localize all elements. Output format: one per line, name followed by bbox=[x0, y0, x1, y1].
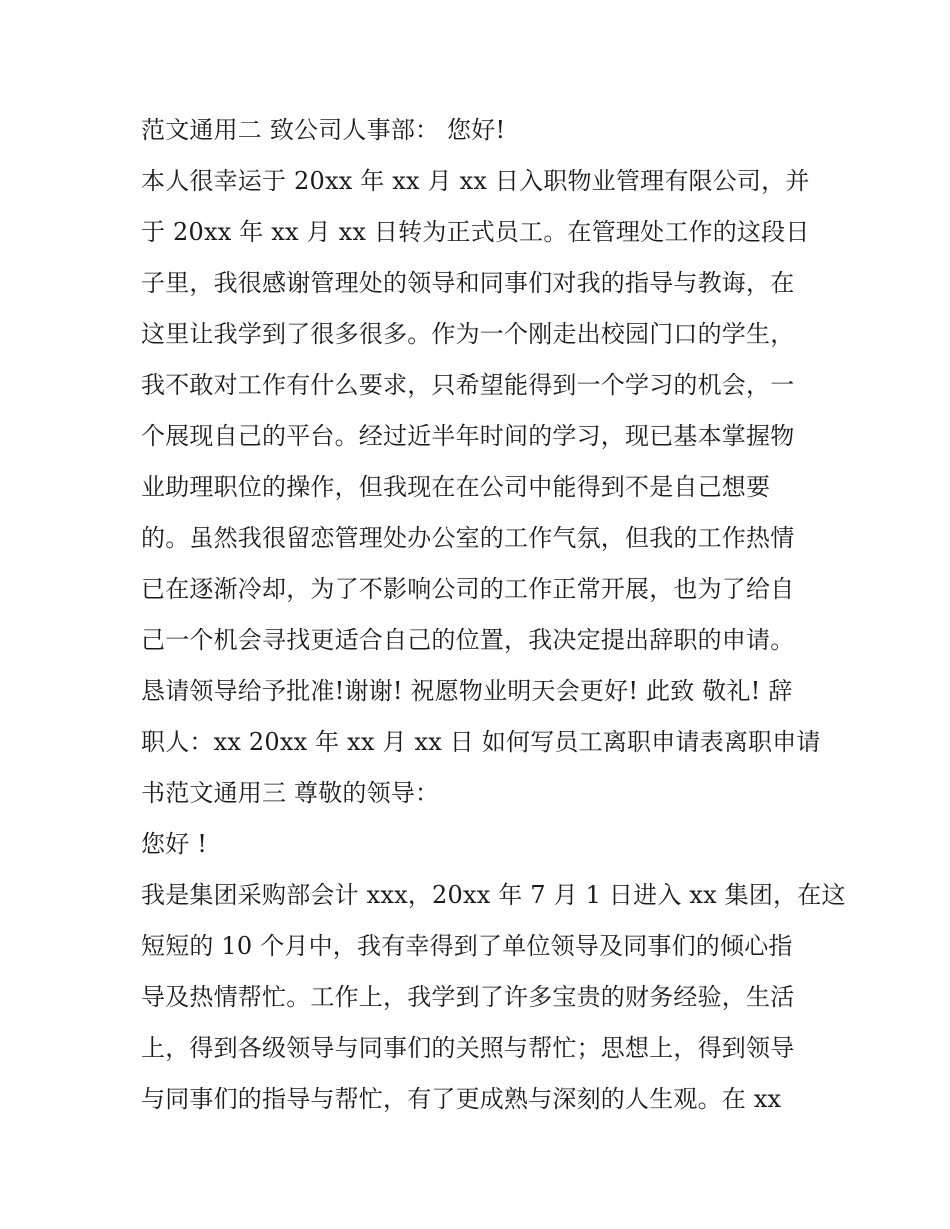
text-line: 您好 ! bbox=[141, 830, 208, 858]
text-line: 范文通用二 致公司人事部： 您好! bbox=[141, 116, 506, 144]
text-line: 业助理职位的操作，但我现在在公司中能得到不是自己想要 bbox=[141, 473, 771, 501]
text-line: 我不敢对工作有什么要求，只希望能得到一个学习的机会，一 bbox=[141, 371, 795, 399]
text-line: 职人：xx 20xx 年 xx 月 xx 日 如何写员工离职申请表离职申请 bbox=[141, 728, 821, 756]
text-line: 导及热情帮忙。工作上，我学到了许多宝贵的财务经验，生活 bbox=[141, 983, 795, 1011]
text-line: 子里，我很感谢管理处的领导和同事们对我的指导与教诲，在 bbox=[141, 269, 795, 297]
text-line: 短短的 10 个月中，我有幸得到了单位领导及同事们的倾心指 bbox=[141, 932, 793, 960]
text-line: 这里让我学到了很多很多。作为一个刚走出校园门口的学生， bbox=[141, 320, 795, 348]
text-line: 书范文通用三 尊敬的领导： bbox=[141, 779, 440, 807]
text-line: 与同事们的指导与帮忙，有了更成熟与深刻的人生观。在 xx bbox=[141, 1085, 782, 1113]
text-line: 于 20xx 年 xx 月 xx 日转为正式员工。在管理处工作的这段日 bbox=[141, 218, 810, 246]
text-line: 个展现自己的平台。经过近半年时间的学习，现已基本掌握物 bbox=[141, 422, 795, 450]
text-line: 己一个机会寻找更适合自己的位置，我决定提出辞职的申请。 bbox=[141, 626, 795, 654]
text-line: 本人很幸运于 20xx 年 xx 月 xx 日入职物业管理有限公司，并 bbox=[141, 167, 810, 195]
text-line: 我是集团采购部会计 xxx，20xx 年 7 月 1 日进入 xx 集团，在这 bbox=[141, 881, 846, 909]
document-body bbox=[141, 110, 846, 1130]
text-line: 的。虽然我很留恋管理处办公室的工作气氛，但我的工作热情 bbox=[141, 524, 795, 552]
text-line: 恳请领导给予批准!谢谢! 祝愿物业明天会更好! 此致 敬礼! 辞 bbox=[141, 677, 793, 705]
text-line: 上，得到各级领导与同事们的关照与帮忙；思想上，得到领导 bbox=[141, 1034, 795, 1062]
text-line: 已在逐渐冷却，为了不影响公司的工作正常开展，也为了给自 bbox=[141, 575, 795, 603]
